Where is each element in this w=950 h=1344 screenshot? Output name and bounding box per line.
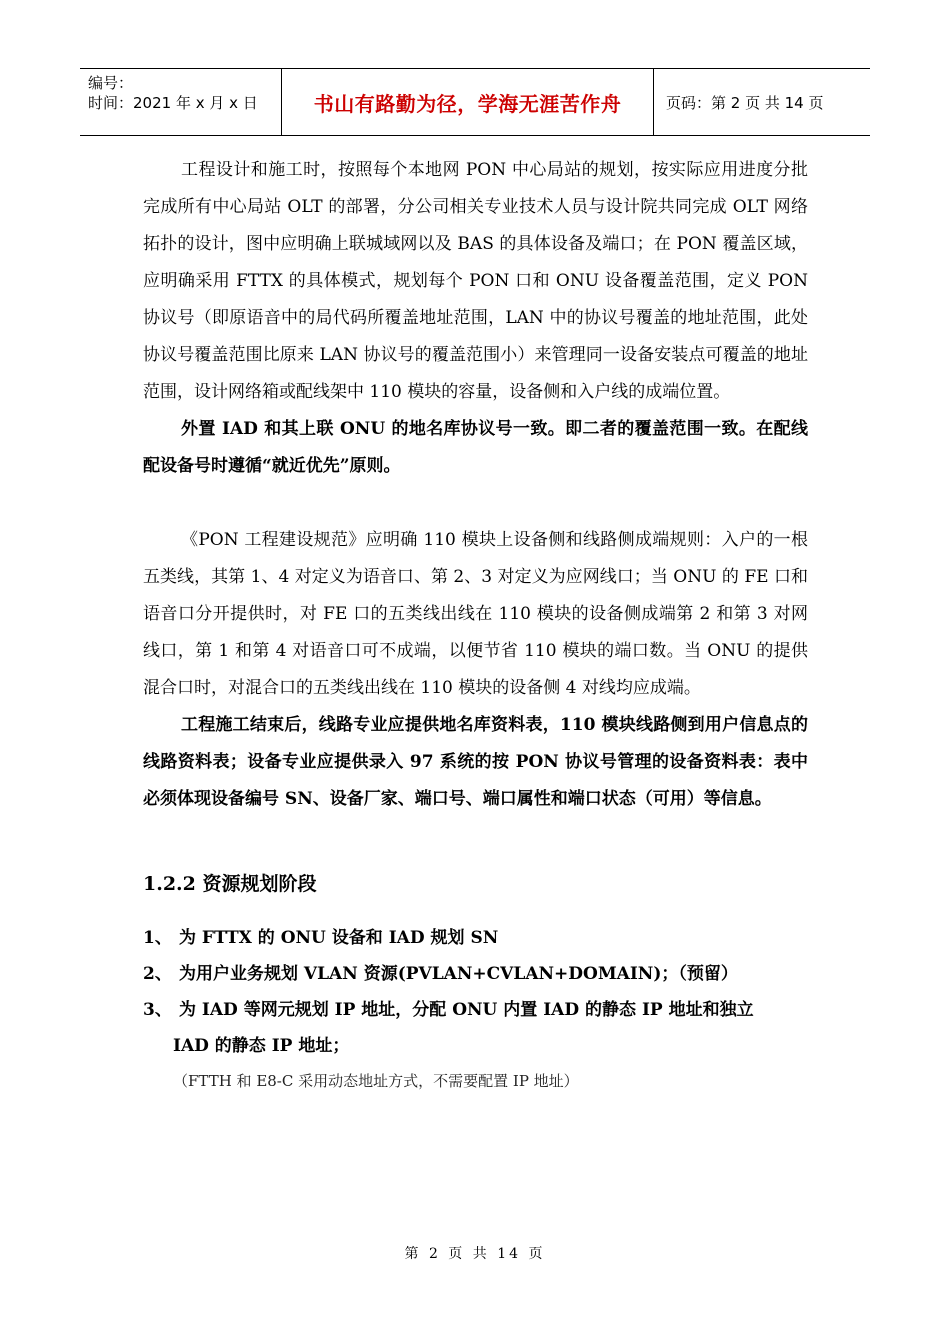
document-body [143,152,808,1098]
resource-plan-list [143,920,808,1028]
list-item-text: 为 IAD 等网元规划 IP 地址，分配 ONU 内置 IAD 的静态 IP 地址和独立 [179,1000,754,1020]
paragraph-design-construction: 工程设计和施工时，按照每个本地网 PON 中心局站的规划，按实际应用进度分批完成所有中心局站 OLT 的部署，分公司相关专业技术人员与设计院共同完成 OLT 网络拓扑的设计，图中应明确上联城域网以及 BAS 的具体设备及端口；在 PON 覆盖区域，应明确采用 FTTX 的具体模式，规划每个 PON 口和 ONU 设备覆盖范围，定义 PON 协议号（即原语音中的局代码所覆盖地址范围，LAN 中的协议号覆盖的地址范围，此处协议号覆盖范围比原来 LAN 协议号的覆盖范围小）来管理同一设备安装点可覆盖的地址范围，设计网络箱或配线架中 110 模块的容量，设备侧和入户线的成端位置。 [143,160,808,402]
section-title: 1.2.2 资源规划阶段 [143,873,317,895]
list-note: （FTTH 和 E8-C 采用动态地址方式，不需要配置 IP 地址） [173,1072,579,1090]
list-item-number: 3、 [143,1000,172,1020]
paragraph-pon-spec: 《PON 工程建设规范》应明确 110 模块上设备侧和线路侧成端规则：入户的一根五类线，其第 1、4 对定义为语音口、第 2、3 对定义为应网线口；当 ONU 的 FE 口和语音口分开提供时，对 FE 口的五类线出线在 110 模块的设备侧成端第 2 和第 3 对网线口，第 1 和第 4 对语音口可不成端，以便节省 110 模块的端口数。当 ONU 的提供混合口时，对混合口的五类线出线在 110 模块的设备侧 4 对线均应成端。 [143,530,808,698]
header-motto: 书山有路勤为径，学海无涯苦作舟 [282,69,654,135]
list-item-number: 1、 [143,928,172,948]
list-item-text: 为用户业务规划 VLAN 资源(PVLAN+CVLAN+DOMAIN)；（预留） [179,964,738,984]
header-page-code: 页码：第 2 页 共 14 页 [666,93,824,112]
header-meta [80,69,282,135]
list-item [143,992,808,1028]
paragraph-gap [143,485,808,522]
page-header [80,68,870,136]
list-item-text: 为 FTTX 的 ONU 设备和 IAD 规划 SN [179,928,499,948]
paragraph-completion: 工程施工结束后，线路专业应提供地名库资料表，110 模块线路侧到用户信息点的线路资料表；设备专业应提供录入 97 系统的按 PON 协议号管理的设备资料表：表中必须体现设备编号 SN、设备厂家、端口号、端口属性和端口状态（可用）等信息。 [143,715,808,809]
page-footer: 第 2 页 共 14 页 [404,1246,546,1262]
list-item [143,920,808,956]
list-item-continuation: IAD 的静态 IP 地址； [173,1036,350,1056]
list-item [143,956,808,992]
list-item-number: 2、 [143,964,172,984]
header-time-label: 时间：2021 年 x 月 x 日 [88,94,258,112]
header-number-label: 编号： [88,74,134,92]
paragraph-iad-onu: 外置 IAD 和其上联 ONU 的地名库协议号一致。即二者的覆盖范围一致。在配线配设备号时遵循“就近优先”原则。 [143,419,808,476]
